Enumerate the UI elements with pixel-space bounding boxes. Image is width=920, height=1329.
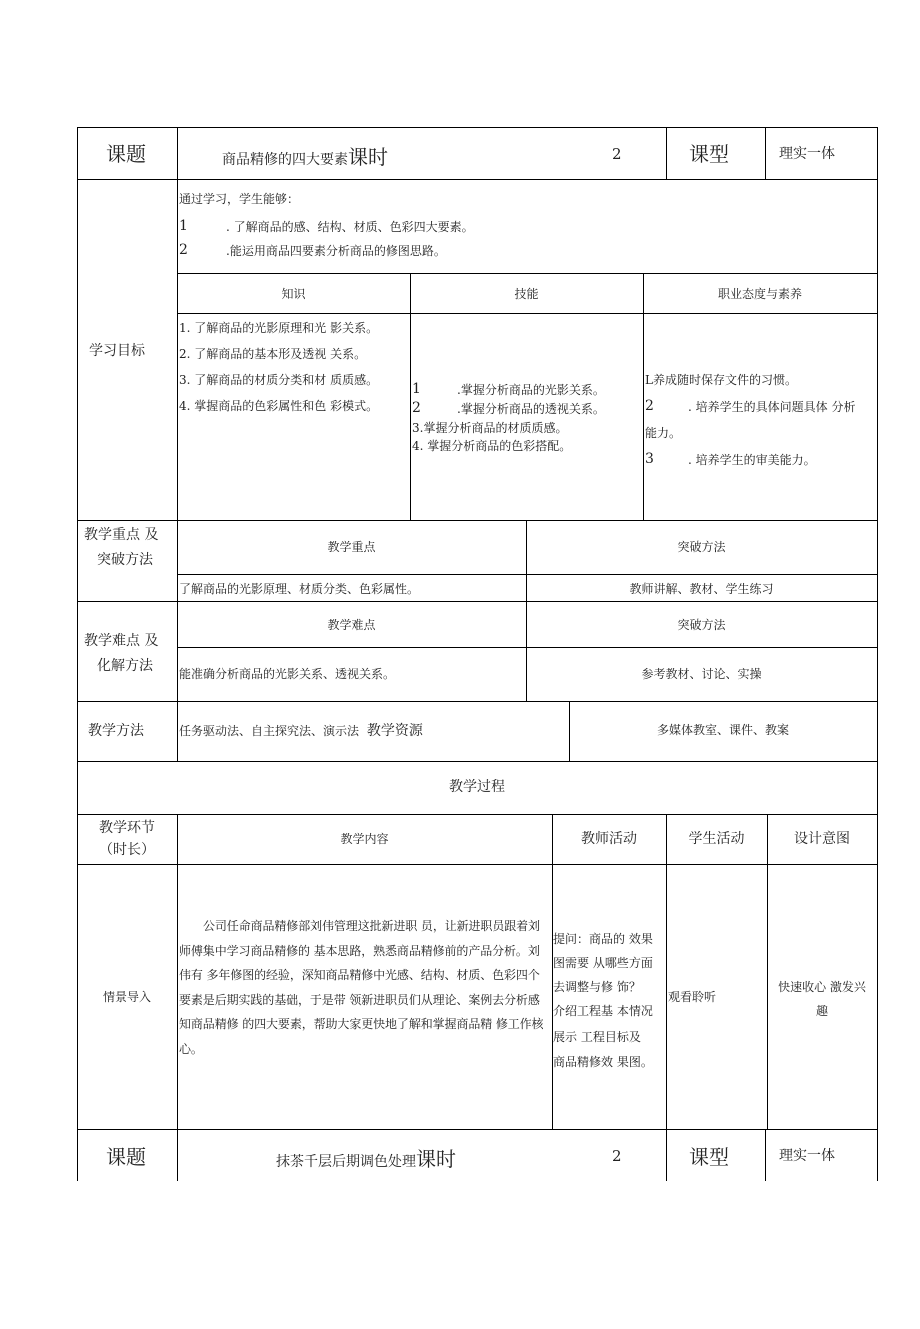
key-method-value: 教师讲解、教材、学生练习: [629, 582, 774, 596]
methods-label: 教学方法: [88, 723, 144, 739]
label-topic: 课题: [106, 142, 146, 166]
goal-2-text: .能运用商品四要素分析商品的修图思路。: [226, 244, 446, 258]
skill-4-text: 4. 掌握分析商品的色彩搭配。: [412, 439, 572, 453]
knowledge-item: 3. 了解商品的材质分类和材 质质感。: [179, 373, 379, 387]
methods-text: 任务驱动法、自主探究法、演示法: [179, 724, 360, 738]
key-point-value: 了解商品的光影原理、材质分类、色彩属性。: [179, 582, 420, 596]
col-difficulty: 教学难点: [327, 618, 376, 632]
attitude-2-text: . 培养学生的具体问题具体 分析: [688, 400, 856, 414]
resource-value: 多媒体教室、课件、教案: [656, 723, 789, 737]
key-points-label-1: 教学重点 及: [84, 527, 159, 543]
knowledge-item: 1. 了解商品的光影原理和光 影关系。: [179, 321, 379, 335]
difficulty-value: 能准确分析商品的光影关系、透视关系。: [179, 667, 396, 681]
col-key-method: 突破方法: [677, 540, 726, 554]
methods-value: [179, 723, 423, 740]
label-type: 课型: [689, 142, 729, 166]
design-value-2: 趣: [815, 1004, 828, 1018]
col-design: 设计意图: [794, 831, 850, 847]
resource-label: 教学资源: [366, 723, 423, 739]
topic-title: [222, 145, 388, 169]
knowledge-item: 4. 掌握商品的色彩属性和色 彩模式。: [179, 399, 379, 413]
col-key-point: 教学重点: [327, 540, 376, 554]
difficulty-method-value: 参考教材、讨论、实操: [641, 667, 762, 681]
col-stage-2: （时长）: [99, 842, 155, 858]
attitude-1: L养成随时保存文件的习惯。: [645, 373, 797, 387]
teacher-line: 介绍工程基 本情况: [553, 1004, 653, 1018]
skill-1-text: .掌握分析商品的光影关系。: [457, 383, 605, 397]
col-stage-1: 教学环节: [99, 820, 155, 836]
teacher-line: 去调整与修 饰？: [553, 980, 641, 994]
attitude-3-num: 3: [645, 451, 654, 467]
teacher-line: 图需要 从哪些方面: [553, 956, 653, 970]
label-topic-2: 课题: [106, 1145, 146, 1169]
attitude-2-num: 2: [645, 398, 654, 414]
knowledge-item: 2. 了解商品的基本形及透视 关系。: [179, 347, 367, 361]
goal-1-text: . 了解商品的感、结构、材质、色彩四大要素。: [226, 220, 474, 234]
teacher-line: 商品精修效 果图。: [553, 1055, 653, 1069]
skill-2-num: 2: [412, 400, 421, 416]
topic-text: 商品精修的四大要素: [222, 152, 348, 168]
goals-label: 学习目标: [89, 343, 145, 359]
student-value: 观看聆听: [668, 990, 717, 1004]
col-student: 学生活动: [688, 831, 745, 847]
label-hours: 课时: [348, 145, 388, 169]
hours-value: 2: [612, 145, 622, 163]
stage-value: 情景导入: [102, 990, 151, 1004]
col-teacher: 教师活动: [581, 831, 637, 847]
attitude-2-cont: 能力。: [645, 426, 682, 440]
label-hours-2: 课时: [416, 1147, 456, 1171]
col-knowledge: 知识: [281, 287, 306, 301]
goal-2-num: 2: [179, 242, 188, 258]
col-difficulty-method: 突破方法: [677, 618, 726, 632]
skill-3-text: 3.掌握分析商品的材质质感。: [412, 421, 568, 435]
col-skill: 技能: [514, 287, 539, 301]
attitude-3-text: . 培养学生的审美能力。: [688, 453, 816, 467]
label-type-2: 课型: [689, 1145, 729, 1169]
goals-intro: 通过学习，学生能够：: [179, 192, 300, 206]
skill-2-text: .掌握分析商品的透视关系。: [457, 402, 605, 416]
topic-title-2: [276, 1147, 456, 1171]
type-value: 理实一体: [779, 146, 835, 162]
skill-1-num: 1: [412, 381, 421, 397]
teacher-line: 提问：商品的 效果: [553, 932, 653, 946]
col-attitude: 职业态度与素养: [717, 287, 802, 301]
process-title: 教学过程: [449, 779, 505, 795]
col-content: 教学内容: [340, 832, 389, 846]
difficulties-label-1: 教学难点 及: [84, 633, 159, 649]
goal-1-num: 1: [179, 218, 188, 234]
type-value-2: 理实一体: [779, 1148, 835, 1164]
difficulties-label-2: 化解方法: [97, 658, 153, 674]
design-value-1: 快速收心 激发兴: [778, 980, 866, 994]
key-points-label-2: 突破方法: [97, 552, 153, 568]
topic-text-2: 抹茶千层后期调色处理: [276, 1154, 416, 1170]
content-value: 公司任命商品精修部刘伟管理这批新进职 员，让新进职员跟着刘师傅集中学习商品精修的 基本思路，熟悉商品精修前的产品分析。刘伟有 多年修图的经验，深知商品精修中光感、结构、材质、色彩四个要素是后期实践的基础，于是带 领新进职员们从理论、案例去分析感知商品精修 的四大要素，帮助大家更快地了解和掌握商品精 修工作核心。: [179, 919, 544, 1056]
hours-value-2: 2: [612, 1147, 622, 1165]
teacher-line: 展示 工程目标及: [553, 1030, 641, 1044]
